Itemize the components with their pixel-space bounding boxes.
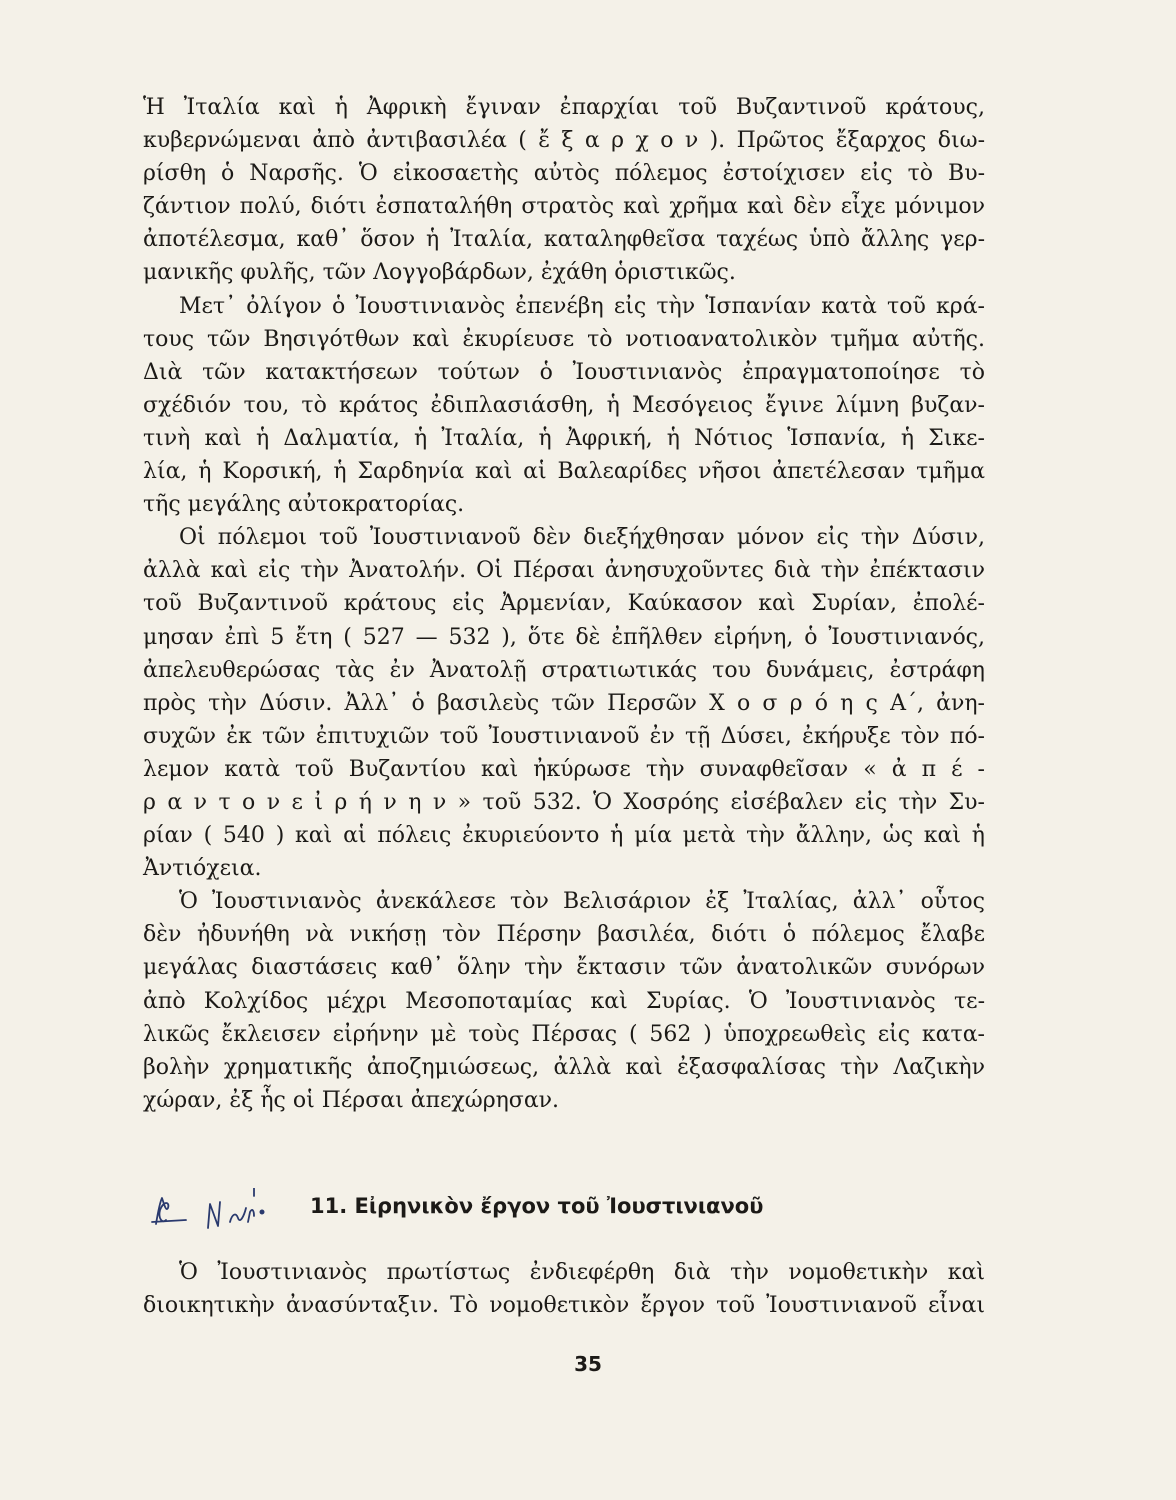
text-line: λία, ἡ Κορσική, ἡ Σαρδηνία καὶ αἱ Βαλεαρίδες νῆσοι ἀπετέλεσαν τμῆμα: [143, 459, 985, 485]
text-line: διοικητικὴν ἀνασύνταξιν. Τὸ νομοθετικὸν ἔργον τοῦ Ἰουστινιανοῦ εἶναι: [143, 1293, 985, 1319]
body-text-top: [143, 91, 985, 1117]
section-heading: 11. Εἰρηνικὸν ἔργον τοῦ Ἰουστινιανοῦ: [310, 1194, 764, 1218]
text-line: τῆς μεγάλης αὐτοκρατορίας.: [143, 492, 465, 518]
text-line: Οἱ πόλεμοι τοῦ Ἰουστινιανοῦ δὲν διεξήχθησαν μόνον εἰς τὴν Δύσιν,: [179, 525, 985, 551]
text-line: ρίαν ( 540 ) καὶ αἱ πόλεις ἐκυριεύοντο ἡ μία μετὰ τὴν ἄλλην, ὡς καὶ ἡ: [143, 823, 985, 849]
text-line: ἀπὸ Κολχίδος μέχρι Μεσοποταμίας καὶ Συρίας. Ὁ Ἰουστινιανὸς τε-: [143, 988, 985, 1014]
text-line: τοῦ Βυζαντινοῦ κράτους εἰς Ἀρμενίαν, Καύκασον καὶ Συρίαν, ἐπολέ-: [143, 591, 985, 617]
text-line: συχῶν ἐκ τῶν ἐπιτυχιῶν τοῦ Ἰουστινιανοῦ ἐν τῇ Δύσει, ἐκήρυξε τὸν πό-: [143, 723, 985, 749]
text-line: λεμον κατὰ τοῦ Βυζαντίου καὶ ἠκύρωσε τὴν συναφθεῖσαν « ἀ π έ -: [143, 756, 985, 782]
text-line: Ὁ Ἰουστινιανὸς ἀνεκάλεσε τὸν Βελισάριον ἐξ Ἰταλίας, ἀλλ᾽ οὗτος: [179, 889, 985, 915]
text-line: μησαν ἐπὶ 5 ἔτη ( 527 — 532 ), ὅτε δὲ ἐπῆλθεν εἰρήνη, ὁ Ἰουστινιανός,: [143, 624, 985, 650]
text-line: δὲν ἠδυνήθη νὰ νικήσῃ τὸν Πέρσην βασιλέα, διότι ὁ πόλεμος ἔλαβε: [143, 922, 985, 948]
text-line: χώραν, ἐξ ἧς οἱ Πέρσαι ἀπεχώρησαν.: [143, 1087, 560, 1113]
text-line: ζάντιον πολύ, διότι ἐσπαταλήθη στρατὸς καὶ χρῆμα καὶ δὲν εἶχε μόνιμον: [143, 194, 985, 220]
text-line: κυβερνώμεναι ἀπὸ ἀντιβασιλέα ( ἔ ξ α ρ χ ο ν ). Πρῶτος ἔξαρχος διω-: [143, 128, 985, 154]
text-line: τους τῶν Βησιγότθων καὶ ἐκυρίευσε τὸ νοτιοανατολικὸν τμῆμα αὐτῆς.: [143, 326, 985, 352]
text-line: Ἀντιόχεια.: [143, 856, 262, 882]
text-line: σχέδιόν του, τὸ κράτος ἐδιπλασιάσθη, ἡ Μεσόγειος ἔγινε λίμνη βυζαν-: [143, 392, 985, 418]
text-line: μανικῆς φυλῆς, τῶν Λογγοβάρδων, ἐχάθη ὁριστικῶς.: [143, 260, 736, 286]
text-line: πρὸς τὴν Δύσιν. Ἀλλ᾽ ὁ βασιλεὺς τῶν Περσῶν Χ ο σ ρ ό η ς Α΄, ἀνη-: [143, 690, 985, 716]
text-line: βολὴν χρηματικῆς ἀποζημιώσεως, ἀλλὰ καὶ ἐξασφαλίσας τὴν Λαζικὴν: [143, 1054, 985, 1080]
text-line: ρ α ν τ ο ν ε ἰ ρ ή ν η ν » τοῦ 532. Ὁ Χοσρόης εἰσέβαλεν εἰς τὴν Συ-: [143, 789, 985, 815]
handwritten-annotation-icon: [150, 1188, 300, 1238]
text-line: ἀπελευθερώσας τὰς ἐν Ἀνατολῇ στρατιωτικάς του δυνάμεις, ἐστράφη: [143, 657, 985, 683]
text-line: Ὁ Ἰουστινιανὸς πρωτίστως ἐνδιεφέρθη διὰ τὴν νομοθετικὴν καὶ: [179, 1260, 985, 1285]
text-line: Μετ᾽ ὀλίγον ὁ Ἰουστινιανὸς ἐπενέβη εἰς τὴν Ἱσπανίαν κατὰ τοῦ κρά-: [179, 293, 985, 319]
text-line: Ἡ Ἰταλία καὶ ἡ Ἀφρικὴ ἔγιναν ἐπαρχίαι τοῦ Βυζαντινοῦ κράτους,: [143, 95, 985, 120]
section-heading-row: [150, 1188, 990, 1238]
body-text-bottom: [143, 1256, 985, 1322]
text-line: λικῶς ἔκλεισεν εἰρήνην μὲ τοὺς Πέρσας ( 562 ) ὑποχρεωθεὶς εἰς κατα-: [143, 1021, 985, 1047]
text-line: τινὴ καὶ ἡ Δαλματία, ἡ Ἰταλία, ἡ Ἀφρική, ἡ Νότιος Ἱσπανία, ἡ Σικε-: [143, 425, 985, 451]
page-number: 35: [574, 1352, 602, 1376]
text-line: ἀποτέλεσμα, καθ᾽ ὅσον ἡ Ἰταλία, καταληφθεῖσα ταχέως ὑπὸ ἄλλης γερ-: [143, 227, 985, 253]
text-line: ρίσθη ὁ Ναρσῆς. Ὁ εἰκοσαετὴς αὐτὸς πόλεμος ἐστοίχισεν εἰς τὸ Βυ-: [143, 161, 985, 187]
text-line: μεγάλας διαστάσεις καθ᾽ ὅλην τὴν ἔκτασιν τῶν ἀνατολικῶν συνόρων: [143, 955, 985, 981]
text-line: Διὰ τῶν κατακτήσεων τούτων ὁ Ἰουστινιανὸς ἐπραγματοποίησε τὸ: [143, 359, 985, 385]
text-line: ἀλλὰ καὶ εἰς τὴν Ἀνατολήν. Οἱ Πέρσαι ἀνησυχοῦντες διὰ τὴν ἐπέκτασιν: [143, 558, 985, 584]
